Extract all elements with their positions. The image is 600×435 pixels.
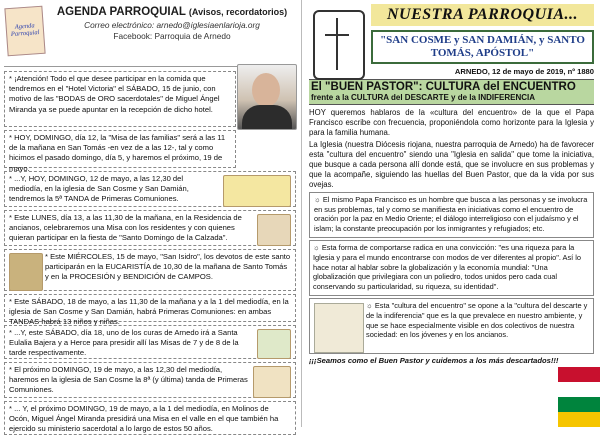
agenda-item — [4, 171, 296, 207]
agenda-item-text: * ... Y, el próximo DOMINGO, 19 de mayo, a la 1 del mediodía, en Molinos de Ocón, Miguel Ángel Miranda presidirá una Misa en el valle en el que también ha ejercido su ministerio sacerdotal a lo largo de estos 50 años. — [9, 404, 279, 434]
agenda-item — [4, 249, 296, 291]
closing-line: ¡¡¡Seamos como el Buen Pastor y cuidemos a los más descartados!!! — [309, 356, 559, 366]
agenda-page — [0, 0, 300, 434]
agenda-item — [4, 294, 296, 327]
agenda-item — [4, 210, 296, 246]
agenda-item — [4, 362, 296, 398]
article-box-text: ☼ El mismo Papa Francisco es un hombre que busca a las personas y se involucra en sus problemas, tal y como se manifiesta en iniciativas como el encuentro de oración por la paz en Medio Oriente; el diálogo interreligioso con el judaísmo y el islam; la constante preocupación por los inmigrantes y refugiados; etc. — [314, 195, 588, 233]
portrait-face — [252, 73, 280, 107]
cross-icon — [313, 10, 365, 80]
article-box-text: ☼ Esta "cultura del encuentro" se opone a la "cultura del descarte y de la indiferencia" que es la que prevalece en nuestro ambiente, y que se hace especialmente visible en dos colectivos de nuestra sociedad: en los jóvenes y en los ancianos. — [366, 301, 588, 340]
agenda-item-text: * ¡Atención! Todo el que desee participar en la comida que tendremos en el "Hotel Victoria" el SÁBADO, 15 de junio, con motivo de las "BODAS de ORO sacerdotales" de Miguel Ángel Miranda ya se puede apuntar en la recepción de dicho hotel. — [9, 74, 220, 114]
article-box — [309, 240, 594, 296]
parish-page — [303, 0, 600, 427]
agenda-item-text: * HOY, DOMINGO, día 12, la "Misa de las familias" será a las 11 de la mañana en San Tomás -en vez de a las 12-, tal y como hicimos el pasado domingo, día 5, y haremos el próximo, 19 de mayo. — [9, 133, 226, 173]
children-illustration — [223, 175, 291, 207]
parish-header-text — [371, 4, 594, 79]
parish-title: NUESTRA PARROQUIA... — [371, 4, 594, 26]
agenda-item — [4, 130, 236, 173]
priest-illustration — [257, 329, 291, 359]
priest-portrait — [237, 64, 297, 130]
article-box-text: ☼ Esta forma de comportarse radica en una convicción: "es una riqueza para la Iglesia y para el mundo encontrarse con modos de ver diferentes al propio". Así lo hace notar al hablar sobre la globalización y la economía mundial: "Una globalización que privilegiara con un poliedro, todos unidos pero cada cual conservando su particularidad, su riqueza, su identidad". — [313, 243, 582, 291]
article-subtitle: frente a la CULTURA del DESCARTE y de la INDIFERENCIA — [311, 93, 536, 102]
agenda-title-main: AGENDA PARROQUIAL — [56, 6, 186, 18]
agenda-header-text — [48, 4, 296, 41]
parish-subtitle: "SAN COSME y SAN DAMIÁN, y SANTO TOMÁS, APÓSTOL" — [371, 30, 594, 64]
portrait-coat — [242, 105, 292, 129]
agenda-item-text: * Este LUNES, día 13, a las 11,30 de la mañana, en la Residencia de ancianos, celebraremos una Misa con los residentes y con quienes quieran participar en la fiesta de "Santo Domingo de la Calzada". — [9, 213, 242, 243]
agenda-item — [4, 71, 236, 127]
elderly-illustration — [257, 214, 291, 246]
agenda-header — [4, 4, 296, 67]
agenda-item-text: * Este MIÉRCOLES, 15 de mayo, "San Isidro", los devotos de este santo participarán en la EUCARISTÍA de 10,30 de la mañana de Santo Tomás y en la PROCESIÓN y BENDICIÓN de CAMPOS. — [45, 252, 291, 282]
agenda-email: Correo electrónico: arnedo@iglesiaenlarioja.org — [84, 20, 260, 30]
communion-illustration — [253, 366, 291, 398]
agenda-item-text: * El próximo DOMINGO, 19 de mayo, a las 12,30 del mediodía, haremos en la iglesia de San Cosme la 8ª (y última) tanda de Primeras Comuniones. — [9, 365, 248, 395]
parish-header — [309, 4, 594, 79]
article-title-band — [309, 79, 594, 105]
article-paragraph: La Iglesia (nuestra Diócesis riojana, nuestra parroquia de Arnedo) ha de favorecer esta "cultura del encuentro" siendo una "Iglesia en salida" que tome la iniciativa, que busque a cada persona allí donde está, que se involucre en sus problemas y que la acompañe, siguiendo las huellas del Buen Pastor, que da la vida por sus ovejas. — [309, 140, 594, 189]
agenda-title-sub: (Avisos, recordatorios) — [188, 7, 288, 17]
agenda-item — [4, 325, 296, 359]
agenda-item-text: * ...Y, este SÁBADO, día 18, uno de los curas de Arnedo irá a Santa Eulalia Bajera y a Herce para presidir allí las Misas de 7 y de 8 de la tarde respectivamente. — [9, 328, 239, 358]
agenda-badge-label: Agenda Parroquial — [10, 22, 40, 38]
agenda-facebook: Facebook: Parroquia de Arnedo — [113, 31, 231, 41]
page-divider — [301, 0, 302, 427]
rioja-flag-icon — [558, 367, 600, 427]
issue-date: ARNEDO, 12 de mayo de 2019, nº 1880 — [454, 67, 594, 76]
article-box — [309, 192, 594, 238]
shepherd-sketch — [314, 303, 364, 353]
article-box — [309, 298, 594, 354]
article-paragraph: HOY queremos hablaros de la «cultura del encuentro» de la que el Papa Francisco escribe con frecuencia, proponiéndola como horizonte para la Iglesia y para la familia humana. — [309, 108, 594, 137]
article-title: El "BUEN PASTOR": CULTURA del ENCUENTRO — [311, 81, 576, 93]
agenda-item-text: * Este SÁBADO, 18 de mayo, a las 11,30 de la mañana y a la 1 del mediodía, en la iglesia de San Cosme y San Damián, habrá Primeras Comuniones: en ambas TANDAS habrá 13 niños y niñas. — [9, 297, 289, 327]
agenda-item — [4, 401, 296, 435]
agenda-badge — [4, 6, 45, 57]
agenda-title — [48, 6, 296, 18]
san-isidro-illustration — [9, 253, 43, 291]
agenda-item-text: * ...Y, HOY, DOMINGO, 12 de mayo, a las 12,30 del mediodía, en la iglesia de San Cosme y San Damián, tendremos la 5ª TANDA de Primeras Comuniones. — [9, 174, 189, 204]
